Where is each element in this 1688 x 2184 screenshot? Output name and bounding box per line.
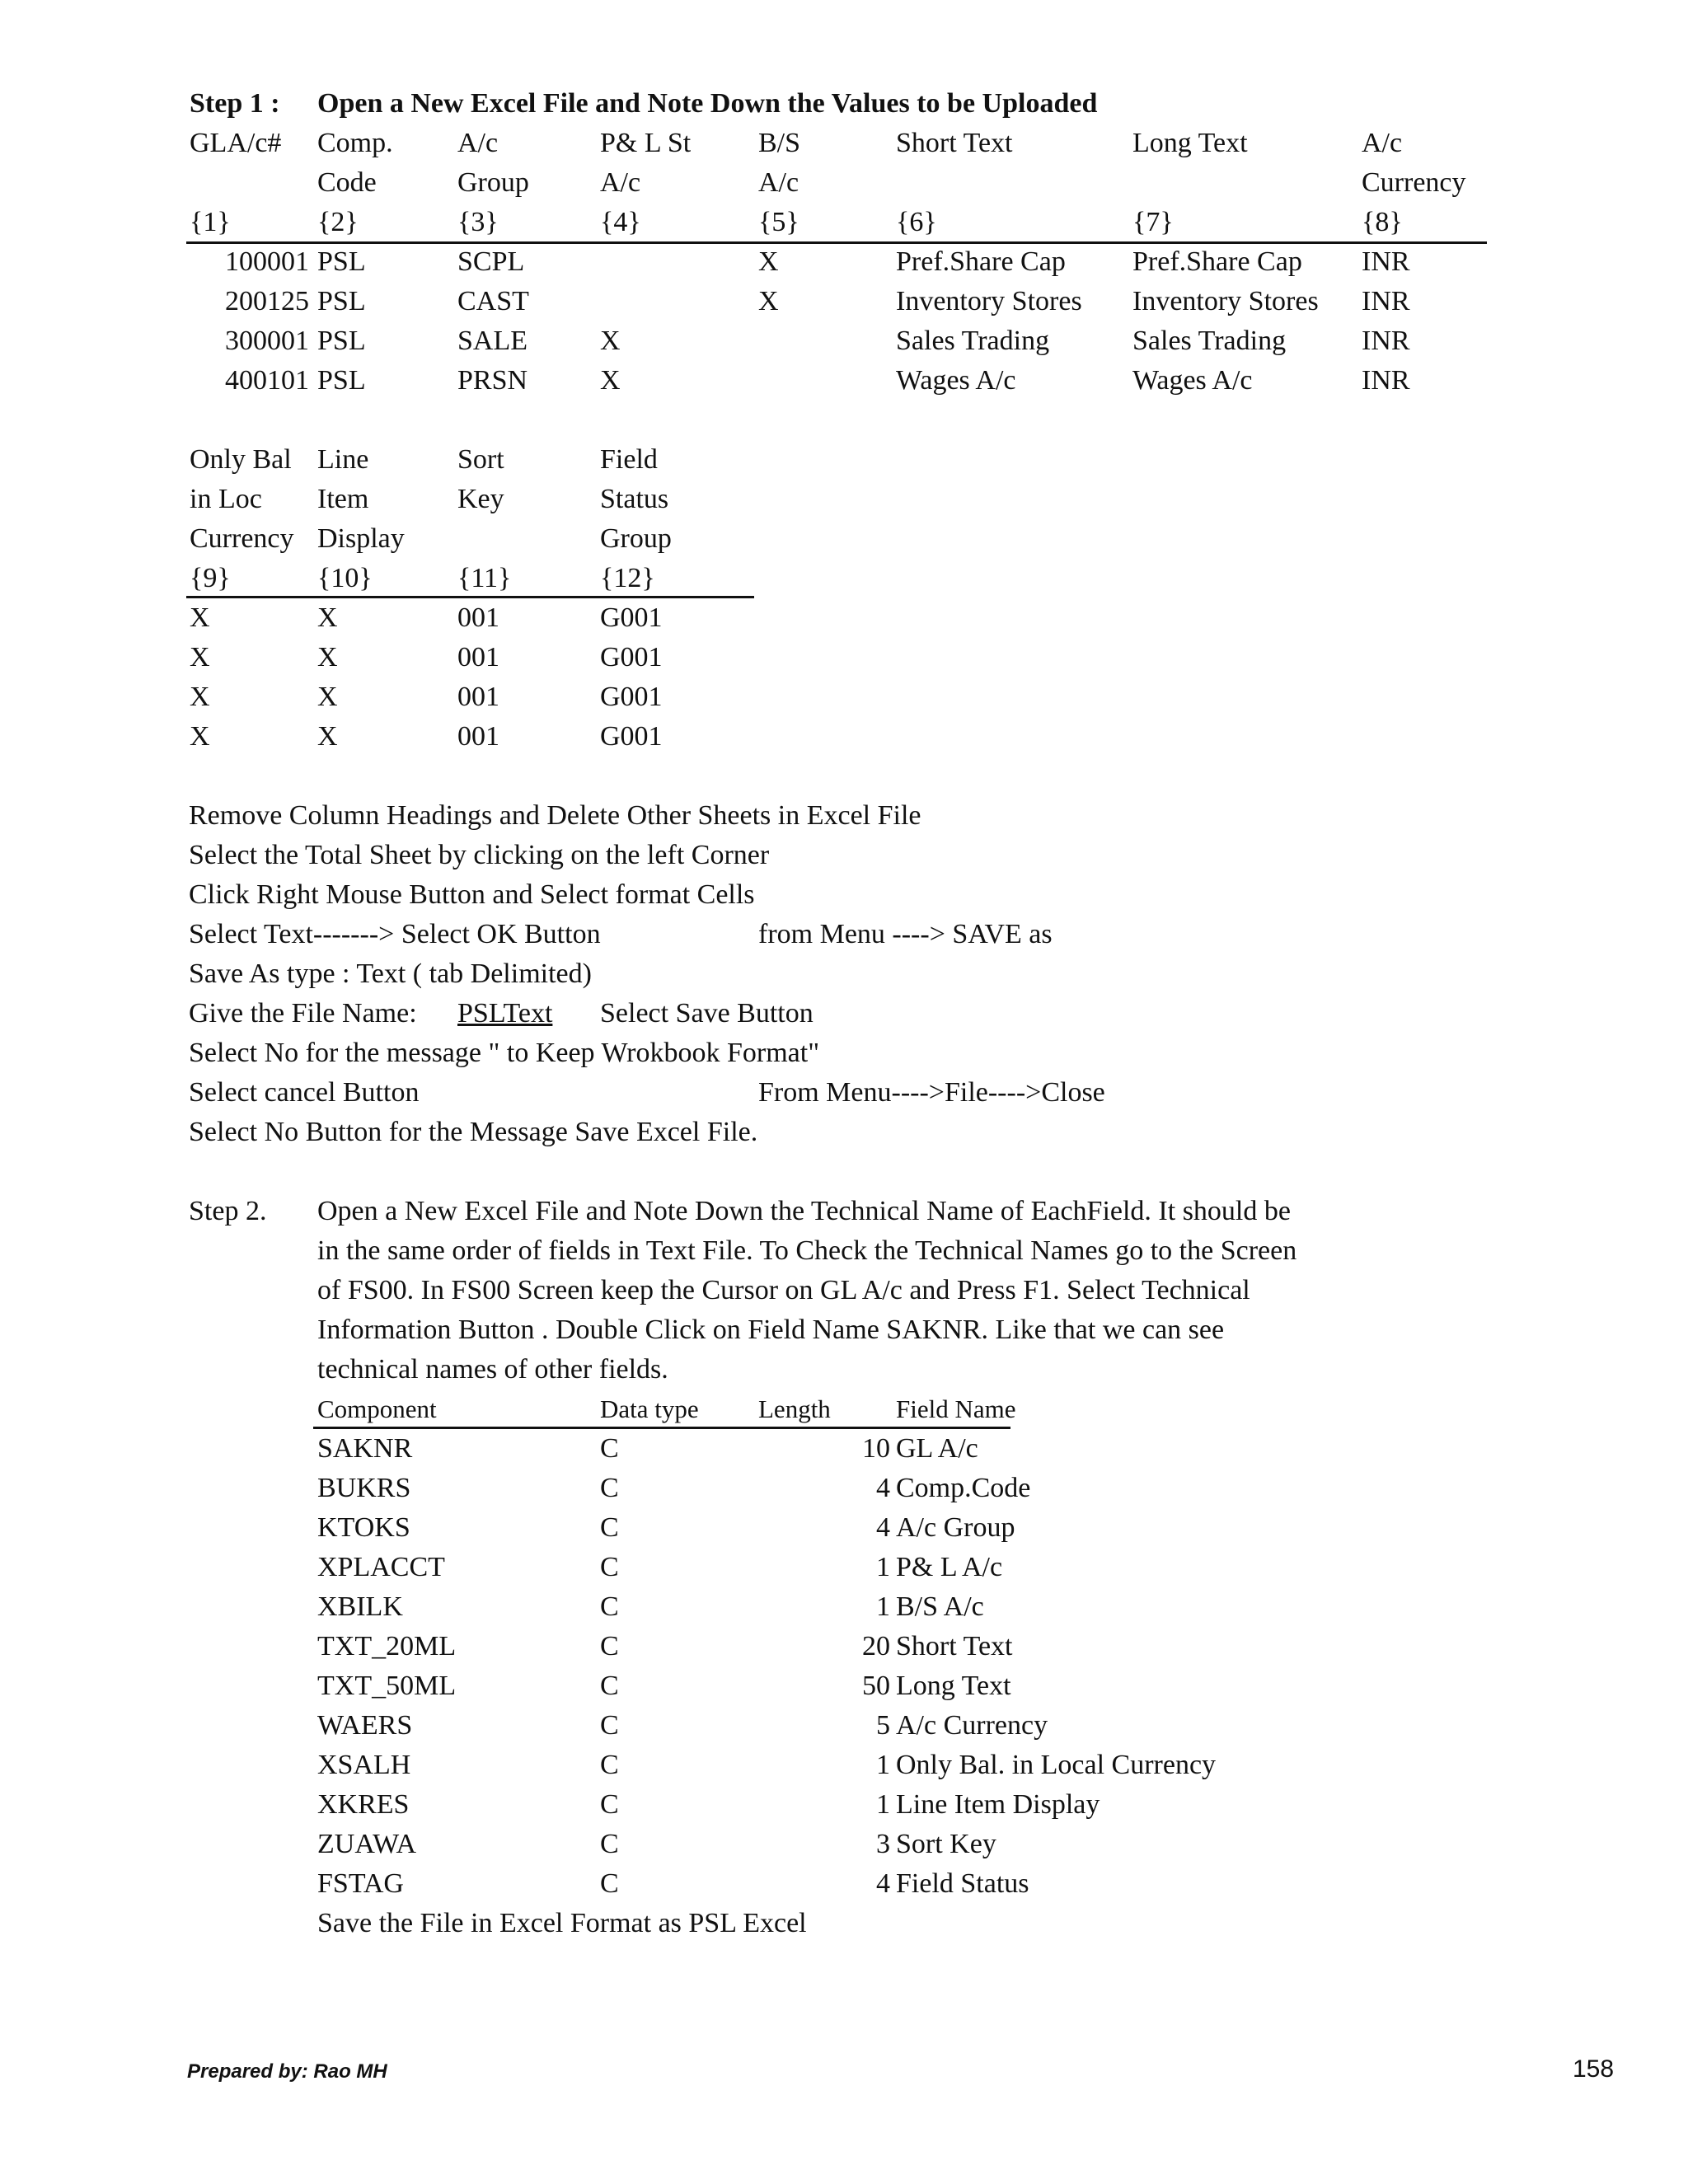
flags-table-cell: X <box>317 602 338 633</box>
technical-names-data-type: C <box>600 1671 619 1701</box>
flags-table-cell: X <box>190 602 210 633</box>
flags-table-cell: 001 <box>457 602 499 633</box>
instruction-no-save: Select No Button for the Message Save Excel File. <box>189 1117 758 1147</box>
instruction-close-menu: From Menu---->File---->Close <box>758 1077 1105 1108</box>
flags-table-cell: G001 <box>600 682 663 712</box>
instruction-keep-format: Select No for the message " to Keep Wrokbook Format" <box>189 1038 820 1068</box>
values-table-cell: X <box>758 286 779 316</box>
values-table-cell: 300001 <box>225 326 309 356</box>
flags-table-cell: X <box>317 642 338 673</box>
technical-names-length: 4 <box>876 1868 890 1899</box>
technical-names-data-type: C <box>600 1750 619 1780</box>
step2-para-line-5: technical names of other fields. <box>317 1354 668 1385</box>
instruction-remove-headings: Remove Column Headings and Delete Other Sheets in Excel File <box>189 800 921 831</box>
flags-table-cell: G001 <box>600 642 663 673</box>
flags-table-header-cell: {10} <box>317 563 373 593</box>
flags-table-header-cell: Sort <box>457 444 504 475</box>
technical-names-data-type: C <box>600 1710 619 1741</box>
technical-names-component: TXT_50ML <box>317 1671 457 1701</box>
technical-names-length: 4 <box>876 1473 890 1503</box>
technical-names-length: 1 <box>876 1591 890 1622</box>
flags-table-header-cell: Field <box>600 444 658 475</box>
technical-names-data-type: C <box>600 1433 619 1464</box>
values-table-cell: INR <box>1362 365 1410 396</box>
flags-table-header-cell: Currency <box>190 523 294 554</box>
values-table-header-cell: A/c <box>758 167 799 198</box>
values-table-header-cell: {5} <box>758 207 799 237</box>
technical-names-data-type: C <box>600 1591 619 1622</box>
values-table-cell: Wages A/c <box>896 365 1016 396</box>
prepared-by: Prepared by: Rao MH <box>187 2060 387 2083</box>
instruction-cancel: Select cancel Button <box>189 1077 420 1108</box>
values-table-header-cell: Short Text <box>896 128 1013 158</box>
step2-save-note: Save the File in Excel Format as PSL Excel <box>317 1908 807 1938</box>
instruction-file-name-label: Give the File Name: <box>189 998 417 1029</box>
step2-label: Step 2. <box>189 1196 267 1226</box>
values-table-cell: Pref.Share Cap <box>896 246 1066 277</box>
flags-table-header-cell: {11} <box>457 563 512 593</box>
flags-table-cell: 001 <box>457 642 499 673</box>
technical-names-field-name: P& L A/c <box>896 1552 1003 1582</box>
values-table-cell: X <box>600 365 621 396</box>
technical-names-header-cell: Field Name <box>896 1394 1016 1423</box>
values-table-cell: PSL <box>317 246 366 277</box>
technical-names-component: BUKRS <box>317 1473 411 1503</box>
technical-names-data-type: C <box>600 1552 619 1582</box>
values-table-header-cell: Long Text <box>1132 128 1248 158</box>
values-table-header-cell: {7} <box>1132 207 1174 237</box>
technical-names-header-cell: Component <box>317 1394 437 1423</box>
values-table-cell: PSL <box>317 326 366 356</box>
values-table-cell: INR <box>1362 246 1410 277</box>
technical-names-field-name: A/c Currency <box>896 1710 1048 1741</box>
values-table-cell: Inventory Stores <box>1132 286 1319 316</box>
technical-names-component: XKRES <box>317 1789 410 1820</box>
step2-para-line-1: Open a New Excel File and Note Down the Technical Name of EachField. It should be <box>317 1196 1291 1226</box>
technical-names-component: KTOKS <box>317 1512 410 1543</box>
values-table-header-cell: A/c <box>1362 128 1403 158</box>
flags-table-cell: 001 <box>457 721 499 752</box>
values-table-header-cell: GLA/c# <box>190 128 282 158</box>
technical-names-length: 1 <box>876 1789 890 1820</box>
instruction-select-sheet: Select the Total Sheet by clicking on the left Corner <box>189 840 770 870</box>
technical-names-data-type: C <box>600 1829 619 1859</box>
flags-table-cell: G001 <box>600 721 663 752</box>
technical-names-field-name: Sort Key <box>896 1829 996 1859</box>
flags-table-header-cell: Status <box>600 484 669 514</box>
values-table-cell: Sales Trading <box>1132 326 1287 356</box>
technical-names-field-name: B/S A/c <box>896 1591 984 1622</box>
values-table-cell: INR <box>1362 286 1410 316</box>
flags-table-header-rule <box>186 596 754 598</box>
instruction-file-name-value: PSLText <box>457 998 553 1029</box>
technical-names-component: XBILK <box>317 1591 403 1622</box>
flags-table-header-cell: Item <box>317 484 369 514</box>
step2-para-line-3: of FS00. In FS00 Screen keep the Cursor on GL A/c and Press F1. Select Technical <box>317 1275 1250 1305</box>
technical-names-field-name: Comp.Code <box>896 1473 1031 1503</box>
technical-names-data-type: C <box>600 1789 619 1820</box>
technical-names-header-rule <box>313 1427 1010 1429</box>
values-table-header-cell: Comp. <box>317 128 393 158</box>
technical-names-data-type: C <box>600 1631 619 1661</box>
flags-table-cell: X <box>190 642 210 673</box>
flags-table-cell: X <box>190 682 210 712</box>
values-table-cell: CAST <box>457 286 529 316</box>
flags-table-header-cell: Group <box>600 523 672 554</box>
technical-names-component: XPLACCT <box>317 1552 445 1582</box>
technical-names-length: 4 <box>876 1512 890 1543</box>
values-table-cell: 100001 <box>225 246 309 277</box>
technical-names-component: XSALH <box>317 1750 411 1780</box>
instruction-save-as-menu: from Menu ----> SAVE as <box>758 919 1053 949</box>
values-table-header-rule <box>186 241 1487 244</box>
values-table-header-cell: {4} <box>600 207 641 237</box>
values-table-cell: X <box>600 326 621 356</box>
flags-table-cell: X <box>317 682 338 712</box>
values-table-header-cell: A/c <box>600 167 641 198</box>
values-table-header-cell: A/c <box>457 128 499 158</box>
values-table-header-cell: {8} <box>1362 207 1403 237</box>
technical-names-header-cell: Length <box>758 1394 831 1423</box>
technical-names-length: 1 <box>876 1750 890 1780</box>
flags-table-header-cell: {12} <box>600 563 655 593</box>
technical-names-component: ZUAWA <box>317 1829 417 1859</box>
values-table-cell: Inventory Stores <box>896 286 1082 316</box>
flags-table-cell: 001 <box>457 682 499 712</box>
values-table-cell: X <box>758 246 779 277</box>
technical-names-length: 5 <box>876 1710 890 1741</box>
technical-names-data-type: C <box>600 1473 619 1503</box>
flags-table-cell: X <box>190 721 210 752</box>
values-table-cell: Sales Trading <box>896 326 1050 356</box>
step2-para-line-4: Information Button . Double Click on Field Name SAKNR. Like that we can see <box>317 1315 1225 1345</box>
flags-table-header-cell: Only Bal <box>190 444 292 475</box>
technical-names-data-type: C <box>600 1868 619 1899</box>
flags-table-header-cell: Display <box>317 523 405 554</box>
flags-table-header-cell: {9} <box>190 563 231 593</box>
technical-names-component: TXT_20ML <box>317 1631 457 1661</box>
values-table-header-cell: Currency <box>1362 167 1466 198</box>
technical-names-component: FSTAG <box>317 1868 404 1899</box>
technical-names-field-name: GL A/c <box>896 1433 978 1464</box>
instruction-save-type: Save As type : Text ( tab Delimited) <box>189 958 592 989</box>
step1-label: Step 1 : <box>190 88 280 119</box>
technical-names-length: 50 <box>862 1671 890 1701</box>
values-table-header-cell: B/S <box>758 128 801 158</box>
technical-names-length: 1 <box>876 1552 890 1582</box>
flags-table-header-cell: Key <box>457 484 504 514</box>
technical-names-length: 10 <box>862 1433 890 1464</box>
values-table-header-cell: {2} <box>317 207 359 237</box>
technical-names-data-type: C <box>600 1512 619 1543</box>
values-table-header-cell: Code <box>317 167 377 198</box>
values-table-header-cell: {3} <box>457 207 499 237</box>
technical-names-field-name: Field Status <box>896 1868 1029 1899</box>
flags-table-header-cell: in Loc <box>190 484 262 514</box>
flags-table-cell: G001 <box>600 602 663 633</box>
technical-names-header-cell: Data type <box>600 1394 699 1423</box>
technical-names-component: SAKNR <box>317 1433 413 1464</box>
values-table-cell: Pref.Share Cap <box>1132 246 1302 277</box>
flags-table-header-cell: Line <box>317 444 369 475</box>
values-table-header-cell: P& L St <box>600 128 692 158</box>
technical-names-component: WAERS <box>317 1710 413 1741</box>
values-table-header-cell: {6} <box>896 207 937 237</box>
values-table-header-cell: {1} <box>190 207 231 237</box>
values-table-header-cell: Group <box>457 167 529 198</box>
values-table-cell: PSL <box>317 286 366 316</box>
technical-names-length: 3 <box>876 1829 890 1859</box>
technical-names-field-name: Long Text <box>896 1671 1011 1701</box>
values-table-cell: SALE <box>457 326 528 356</box>
values-table-cell: PRSN <box>457 365 528 396</box>
values-table-cell: 200125 <box>225 286 309 316</box>
step2-para-line-2: in the same order of fields in Text File. To Check the Technical Names go to the Screen <box>317 1235 1297 1266</box>
technical-names-field-name: A/c Group <box>896 1512 1015 1543</box>
instruction-format-cells: Click Right Mouse Button and Select format Cells <box>189 879 755 910</box>
technical-names-field-name: Line Item Display <box>896 1789 1100 1820</box>
values-table-cell: Wages A/c <box>1132 365 1253 396</box>
values-table-cell: SCPL <box>457 246 525 277</box>
technical-names-length: 20 <box>862 1631 890 1661</box>
technical-names-field-name: Short Text <box>896 1631 1013 1661</box>
instruction-select-text: Select Text-------> Select OK Button <box>189 919 601 949</box>
values-table-cell: INR <box>1362 326 1410 356</box>
step1-title: Open a New Excel File and Note Down the Values to be Uploaded <box>317 88 1098 119</box>
technical-names-field-name: Only Bal. in Local Currency <box>896 1750 1217 1780</box>
values-table-cell: 400101 <box>225 365 309 396</box>
instruction-save-button: Select Save Button <box>600 998 814 1029</box>
values-table-cell: PSL <box>317 365 366 396</box>
flags-table-cell: X <box>317 721 338 752</box>
page-number: 158 <box>1573 2055 1615 2083</box>
